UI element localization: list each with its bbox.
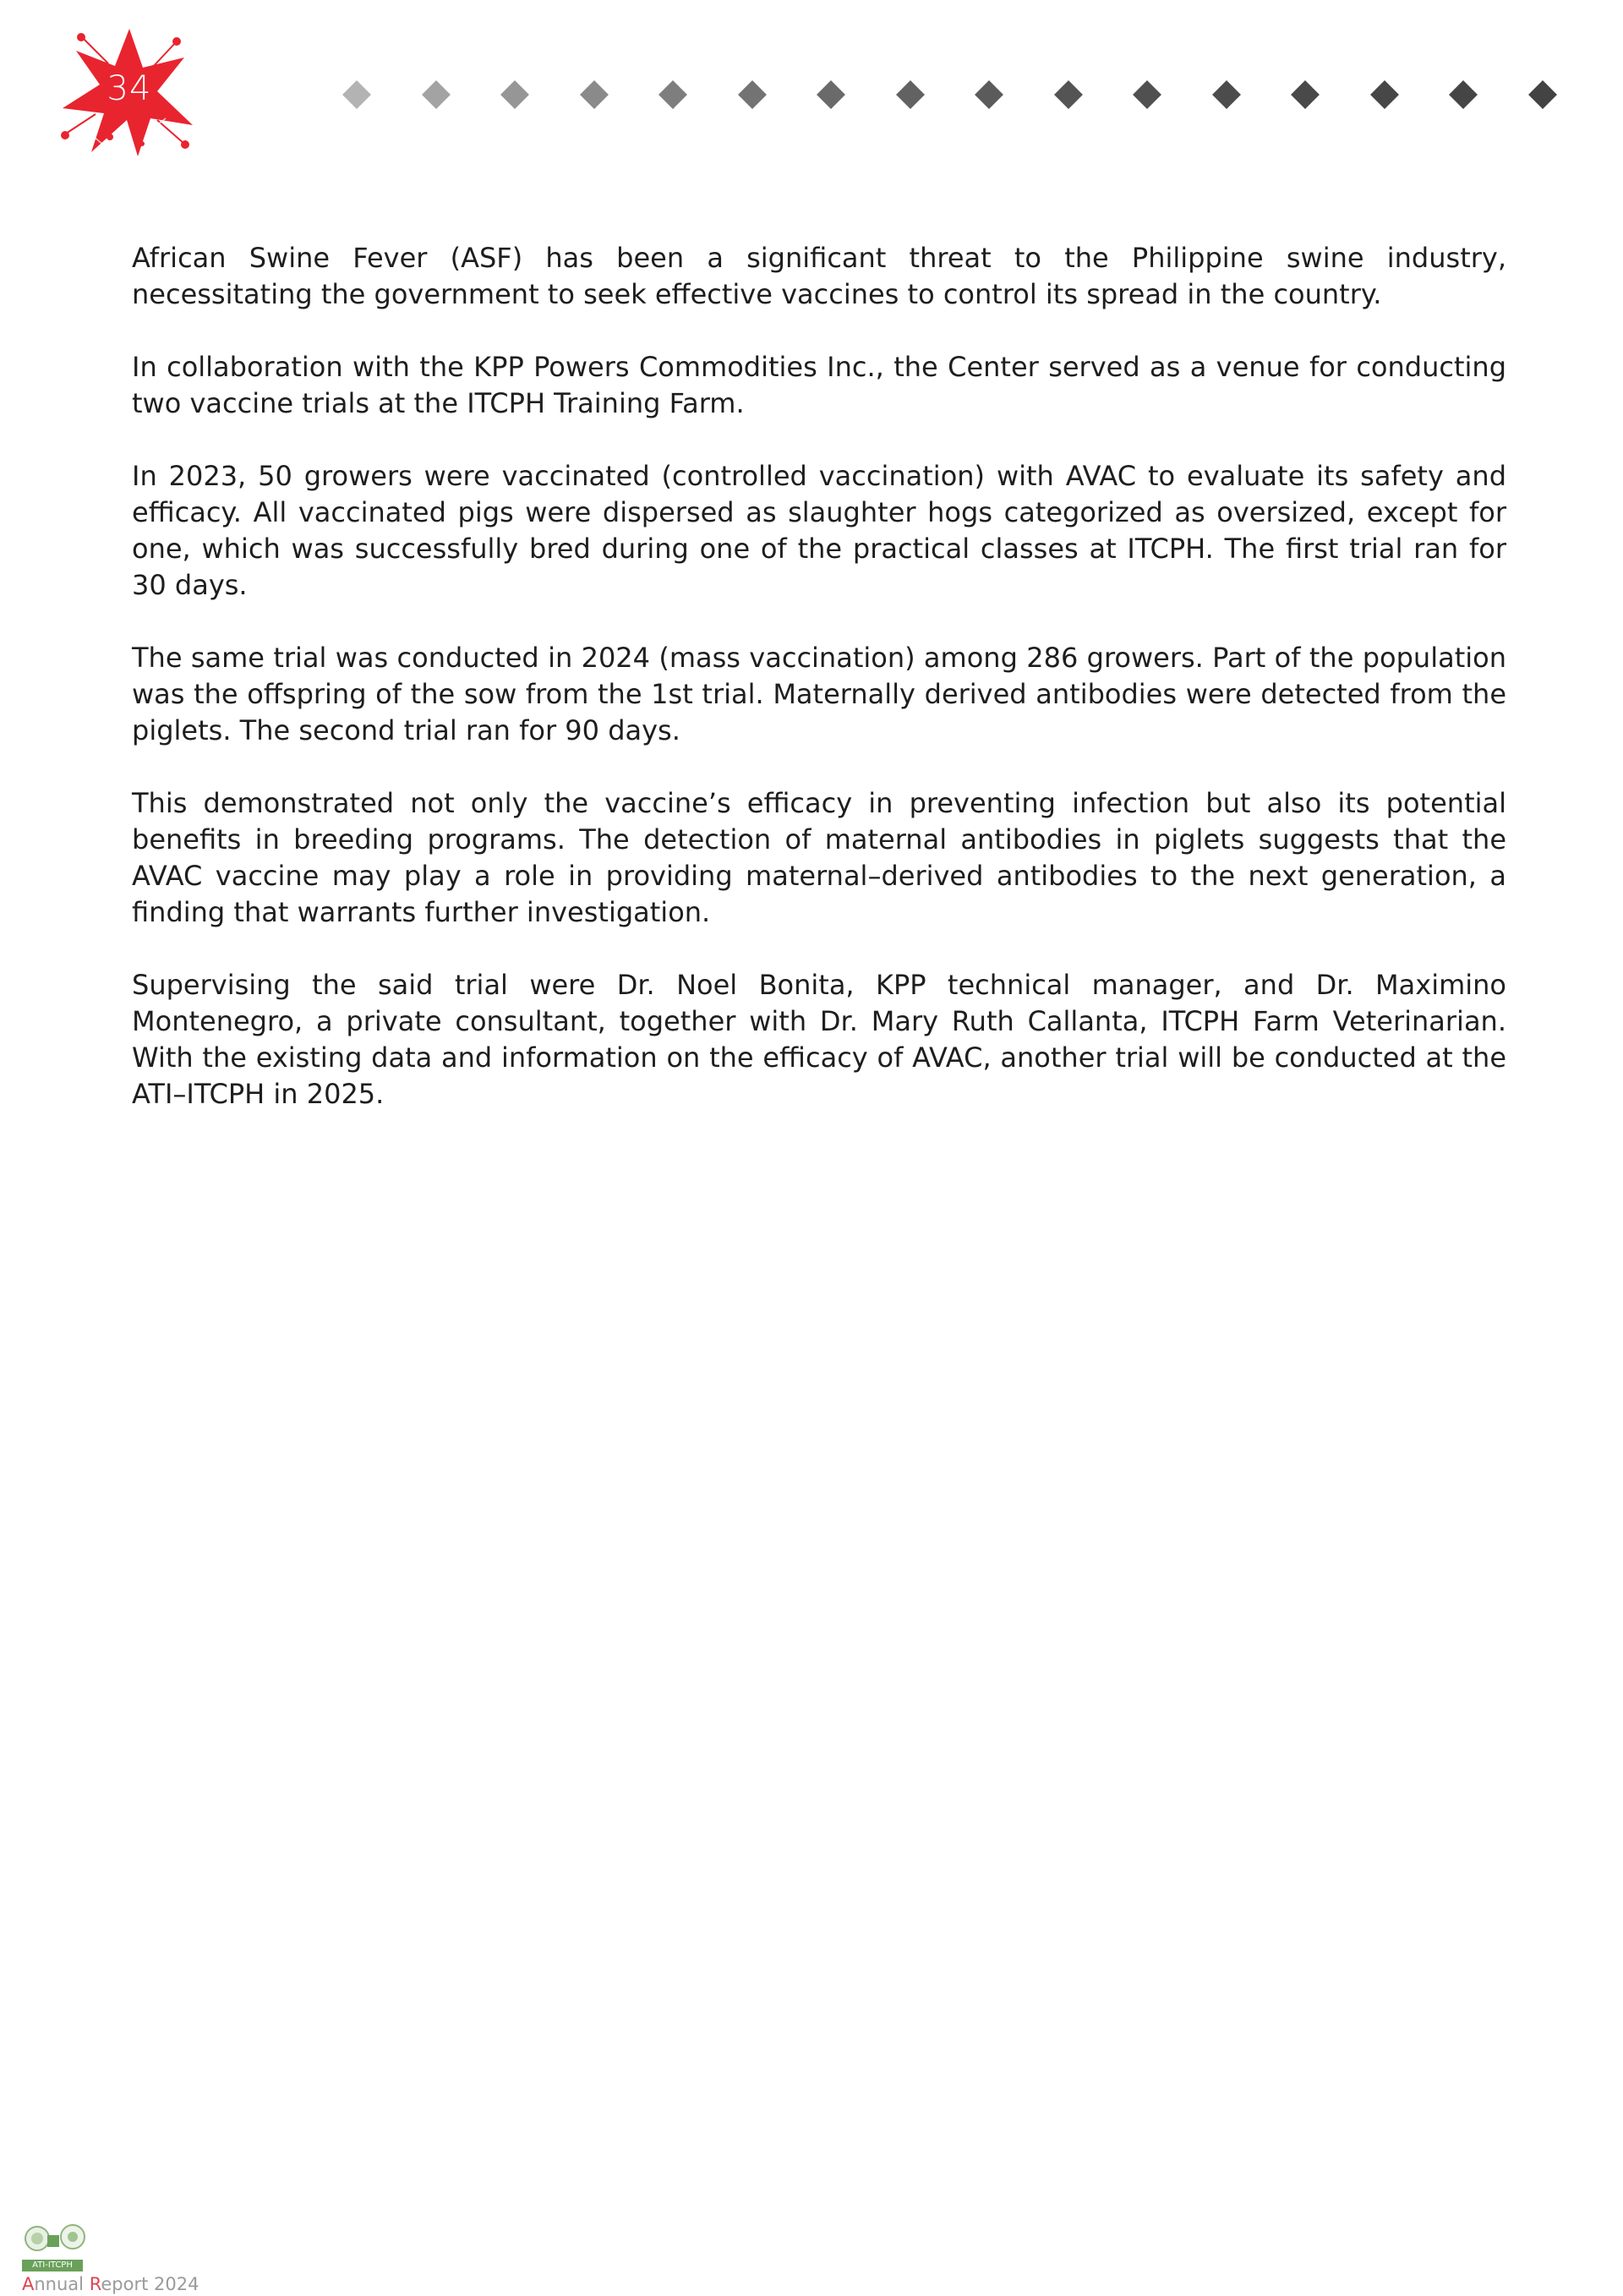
- report-label-part-1: nnual: [34, 2274, 90, 2294]
- report-label-part-2: eport 2024: [101, 2274, 199, 2294]
- diamond-icon: [342, 80, 371, 109]
- diamond-icon: [1449, 80, 1478, 109]
- paragraph: Supervising the said trial were Dr. Noel Bonita, KPP technical manager, and Dr. Maximino Montenegro, a private consultant, together with Dr. Mary Ruth Callanta, ITCPH Farm Veterinarian. With the existing data and information on the efficacy of AVAC, another trial will be conducted at the ATI–ITCPH in 2025.: [132, 969, 1506, 1110]
- diamond-icon: [1291, 80, 1320, 109]
- ati-itcph-logo: [22, 2220, 90, 2271]
- diamond-icon: [580, 80, 609, 109]
- decorative-diamond-row: [347, 85, 1564, 115]
- paragraph: African Swine Fever (ASF) has been a significant threat to the Philippine swine industry, necessitating the government to seek effective vaccines to control its spread in the country.: [132, 242, 1506, 310]
- diamond-icon: [1054, 80, 1083, 109]
- page-number: 34: [107, 69, 152, 108]
- diamond-icon: [1528, 80, 1557, 109]
- report-label-accent-a: A: [22, 2274, 35, 2294]
- diamond-icon: [1370, 80, 1399, 109]
- diamond-icon: [500, 80, 529, 109]
- logo-tag: ATI-ITCPH: [22, 2260, 83, 2271]
- article-body: [132, 240, 1506, 1149]
- diamond-icon: [1133, 80, 1161, 109]
- diamond-icon: [738, 80, 767, 109]
- page-number-badge: [57, 25, 201, 161]
- paragraph: This demonstrated not only the vaccine’s efficacy in preventing infection but also its potential benefits in breeding programs. The detection of maternal antibodies in piglets suggests that the AVAC vaccine may play a role in providing maternal–derived antibodies to the next generation, a finding that warrants further investigation.: [132, 787, 1506, 928]
- report-label-accent-r: R: [89, 2274, 101, 2294]
- paragraph: In 2023, 50 growers were vaccinated (controlled vaccination) with AVAC to evaluate its safety and efficacy. All vaccinated pigs were dispersed as slaughter hogs categorized as oversized, except for one, which was successfully bred during one of the practical classes at ITCPH. The first trial ran for 30 days.: [132, 460, 1506, 601]
- diamond-icon: [658, 80, 687, 109]
- diamond-icon: [422, 80, 451, 109]
- paragraph: The same trial was conducted in 2024 (mass vaccination) among 286 growers. Part of the population was the offspring of the sow from the 1st trial. Maternally derived antibodies were detected from the piglets. The second trial ran for 90 days.: [132, 642, 1506, 746]
- logo-seal-icon: [22, 2220, 90, 2260]
- report-label: [22, 2274, 199, 2294]
- diamond-icon: [1212, 80, 1241, 109]
- paragraph: In collaboration with the KPP Powers Commodities Inc., the Center served as a venue for conducting two vaccine trials at the ITCPH Training Farm.: [132, 351, 1506, 419]
- diamond-icon: [817, 80, 845, 109]
- diamond-icon: [896, 80, 925, 109]
- diamond-icon: [975, 80, 1003, 109]
- footer: [22, 2220, 276, 2294]
